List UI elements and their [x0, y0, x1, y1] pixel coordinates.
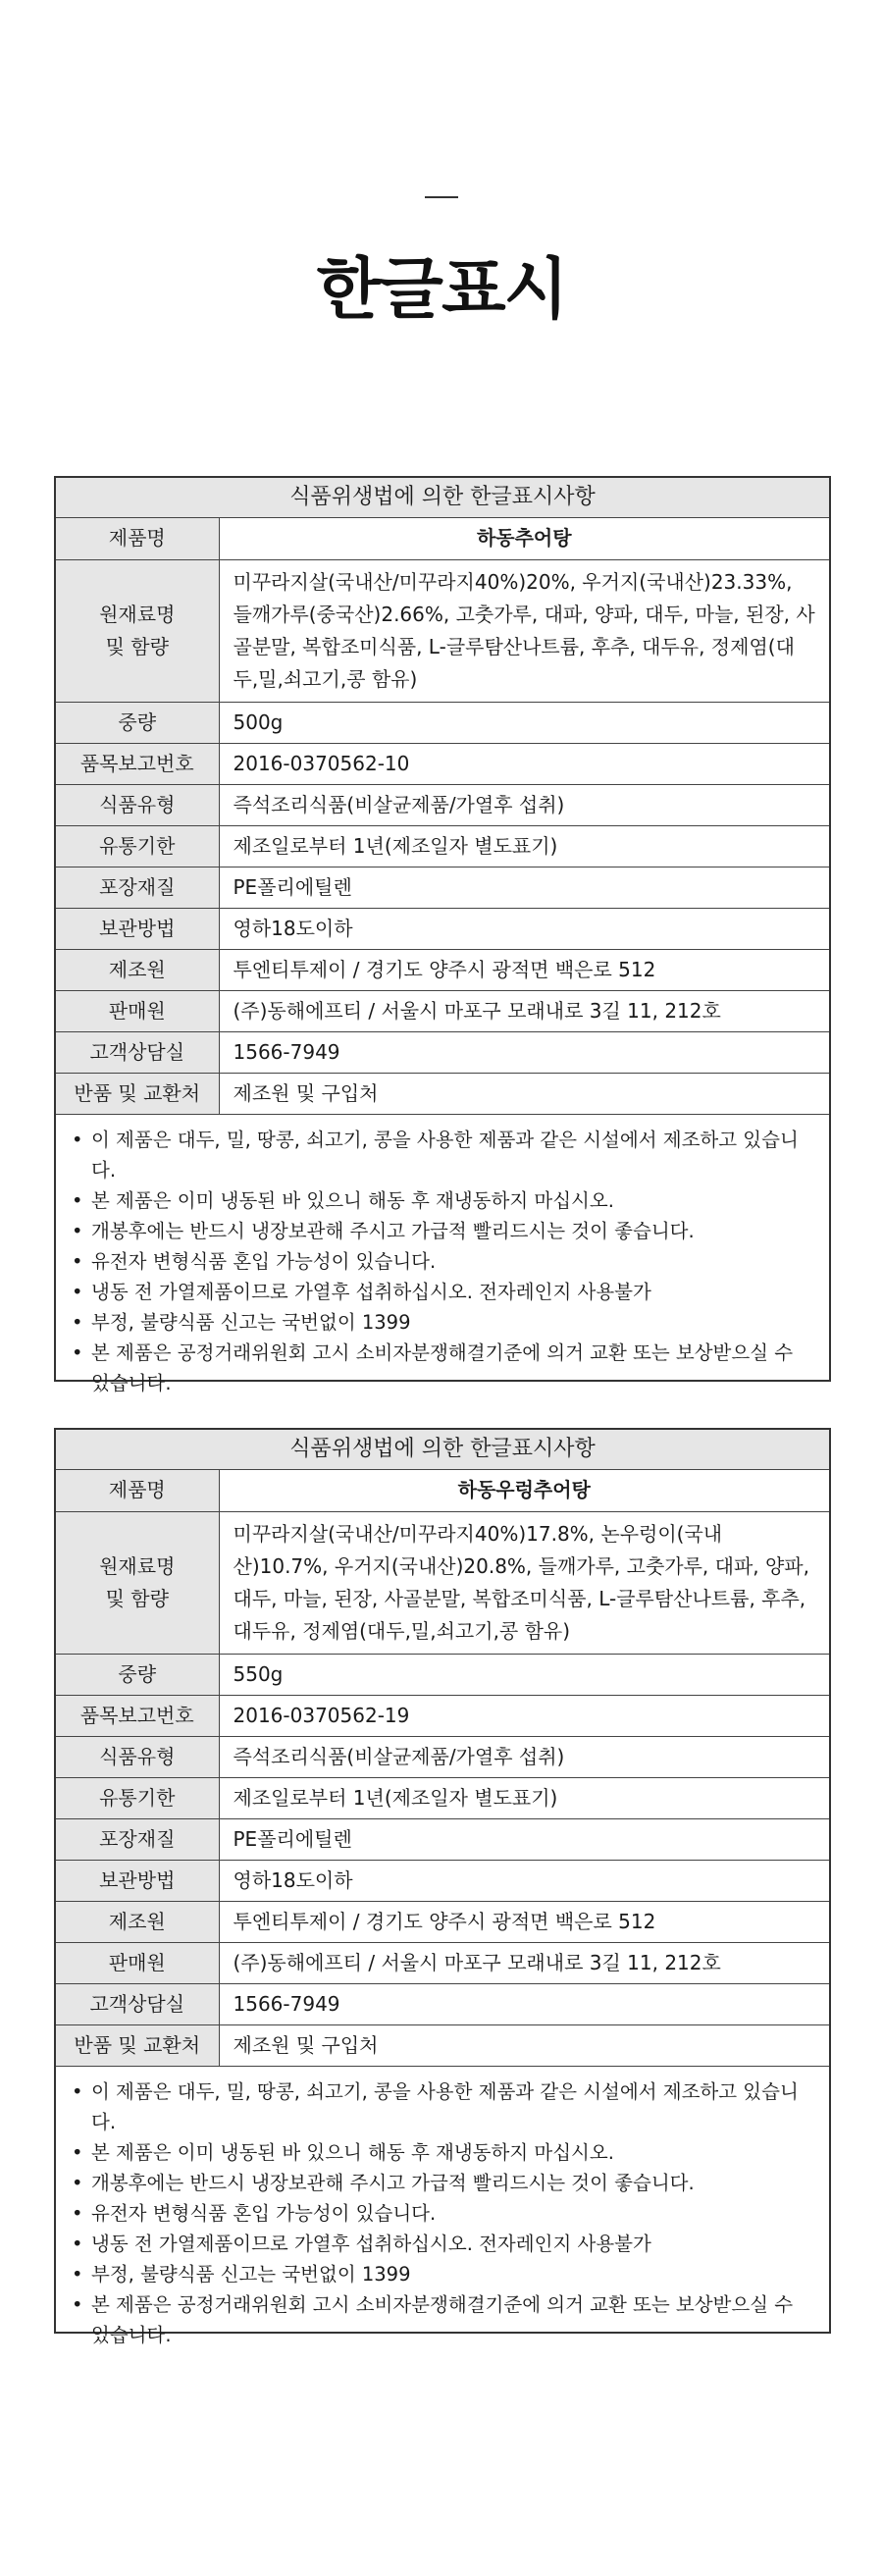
row-key: 제조원 — [56, 949, 219, 990]
row-key: 유통기한 — [56, 1777, 219, 1818]
row-value: 500g — [219, 702, 829, 743]
row-key: 원재료명 및 함량 — [56, 559, 219, 702]
info-table — [56, 518, 829, 1115]
info-table — [56, 1470, 829, 2067]
info-row — [56, 518, 829, 559]
note-item: • 이 제품은 대두, 밀, 땅콩, 쇠고기, 콩을 사용한 제품과 같은 시설에서 제조하고 있습니다. — [72, 2077, 815, 2137]
info-row — [56, 1511, 829, 1654]
note-item: • 본 제품은 이미 냉동된 바 있으니 해동 후 재냉동하지 마십시오. — [72, 1185, 815, 1216]
note-item: • 유전자 변형식품 혼입 가능성이 있습니다. — [72, 2198, 815, 2229]
row-value: 1566-7949 — [219, 1983, 829, 2024]
row-value: 투엔티투제이 / 경기도 양주시 광적면 백은로 512 — [219, 949, 829, 990]
info-row — [56, 1736, 829, 1777]
notes-list — [56, 1115, 829, 1408]
row-value: 제조원 및 구입처 — [219, 2024, 829, 2066]
info-row — [56, 784, 829, 825]
row-key: 유통기한 — [56, 825, 219, 867]
note-item: • 개봉후에는 반드시 냉장보관해 주시고 가급적 빨리드시는 것이 좋습니다. — [72, 1216, 815, 1246]
label-header: 식품위생법에 의한 한글표시사항 — [56, 478, 829, 518]
label-header: 식품위생법에 의한 한글표시사항 — [56, 1430, 829, 1470]
row-value: PE폴리에틸렌 — [219, 1818, 829, 1860]
row-key: 원재료명 및 함량 — [56, 1511, 219, 1654]
info-row — [56, 702, 829, 743]
note-item: • 개봉후에는 반드시 냉장보관해 주시고 가급적 빨리드시는 것이 좋습니다. — [72, 2168, 815, 2198]
info-row — [56, 2024, 829, 2066]
info-row — [56, 825, 829, 867]
row-key: 반품 및 교환처 — [56, 1073, 219, 1114]
note-item: • 유전자 변형식품 혼입 가능성이 있습니다. — [72, 1246, 815, 1277]
info-row — [56, 1860, 829, 1901]
note-item: • 냉동 전 가열제품이므로 가열후 섭취하십시오. 전자레인지 사용불가 — [72, 1277, 815, 1307]
label-box-2 — [54, 1428, 831, 2346]
product-name: 하동우렁추어탕 — [219, 1470, 829, 1511]
row-key: 품목보고번호 — [56, 1695, 219, 1736]
note-item: • 본 제품은 이미 냉동된 바 있으니 해동 후 재냉동하지 마십시오. — [72, 2137, 815, 2168]
info-row — [56, 1031, 829, 1073]
note-item: • 냉동 전 가열제품이므로 가열후 섭취하십시오. 전자레인지 사용불가 — [72, 2229, 815, 2259]
row-key: 보관방법 — [56, 908, 219, 949]
row-value: 제조원 및 구입처 — [219, 1073, 829, 1114]
row-key: 보관방법 — [56, 1860, 219, 1901]
row-value: 제조일로부터 1년(제조일자 별도표기) — [219, 825, 829, 867]
row-key: 제조원 — [56, 1901, 219, 1942]
row-key: 중량 — [56, 702, 219, 743]
row-key: 고객상담실 — [56, 1983, 219, 2024]
row-key: 제품명 — [56, 518, 219, 559]
row-value: 2016-0370562-19 — [219, 1695, 829, 1736]
row-key: 포장재질 — [56, 867, 219, 908]
row-key: 식품유형 — [56, 1736, 219, 1777]
row-key: 중량 — [56, 1654, 219, 1695]
info-row — [56, 1983, 829, 2024]
row-key: 고객상담실 — [56, 1031, 219, 1073]
row-value: 1566-7949 — [219, 1031, 829, 1073]
info-row — [56, 990, 829, 1031]
info-row — [56, 1654, 829, 1695]
row-value: 550g — [219, 1654, 829, 1695]
info-row — [56, 949, 829, 990]
info-row — [56, 1901, 829, 1942]
note-item: • 이 제품은 대두, 밀, 땅콩, 쇠고기, 콩을 사용한 제품과 같은 시설에서 제조하고 있습니다. — [72, 1125, 815, 1185]
note-item: • 부정, 불량식품 신고는 국번없이 1399 — [72, 2259, 815, 2289]
row-value: 투엔티투제이 / 경기도 양주시 광적면 백은로 512 — [219, 1901, 829, 1942]
title-divider — [425, 196, 458, 198]
row-key: 판매원 — [56, 1942, 219, 1983]
info-row — [56, 867, 829, 908]
note-item: • 본 제품은 공정거래위원회 고시 소비자분쟁해결기준에 의거 교환 또는 보상받으실 수 있습니다. — [72, 2289, 815, 2350]
page-title: 한글표시 — [316, 251, 567, 329]
note-item: • 본 제품은 공정거래위원회 고시 소비자분쟁해결기준에 의거 교환 또는 보상받으실 수 있습니다. — [72, 1338, 815, 1398]
info-row — [56, 1942, 829, 1983]
row-value: 즉석조리식품(비살균제품/가열후 섭취) — [219, 784, 829, 825]
row-value: (주)동해에프티 / 서울시 마포구 모래내로 3길 11, 212호 — [219, 1942, 829, 1983]
info-row — [56, 559, 829, 702]
product-name: 하동추어탕 — [219, 518, 829, 559]
label-box-1 — [54, 476, 831, 1394]
row-key: 포장재질 — [56, 1818, 219, 1860]
row-key: 판매원 — [56, 990, 219, 1031]
row-value: PE폴리에틸렌 — [219, 867, 829, 908]
row-value: (주)동해에프티 / 서울시 마포구 모래내로 3길 11, 212호 — [219, 990, 829, 1031]
info-row — [56, 1073, 829, 1114]
row-value: 영하18도이하 — [219, 1860, 829, 1901]
info-row — [56, 1695, 829, 1736]
info-row — [56, 1818, 829, 1860]
info-row — [56, 743, 829, 784]
row-key: 제품명 — [56, 1470, 219, 1511]
row-key: 식품유형 — [56, 784, 219, 825]
info-row — [56, 1470, 829, 1511]
row-value: 즉석조리식품(비살균제품/가열후 섭취) — [219, 1736, 829, 1777]
row-key: 반품 및 교환처 — [56, 2024, 219, 2066]
notes-list — [56, 2067, 829, 2360]
row-value: 영하18도이하 — [219, 908, 829, 949]
row-value: 제조일로부터 1년(제조일자 별도표기) — [219, 1777, 829, 1818]
note-item: • 부정, 불량식품 신고는 국번없이 1399 — [72, 1307, 815, 1338]
info-row — [56, 1777, 829, 1818]
info-row — [56, 908, 829, 949]
row-value: 2016-0370562-10 — [219, 743, 829, 784]
row-key: 품목보고번호 — [56, 743, 219, 784]
row-value: 미꾸라지살(국내산/미꾸라지40%)17.8%, 논우렁이(국내산)10.7%, 우거지(국내산)20.8%, 들깨가루, 고춧가루, 대파, 양파, 대두, 마늘, 된장, 사골분말, 복합조미식품, L-글루탐산나트륨, 후추, 대두유, 정제염(대두,밀,쇠고기,콩 함유) — [219, 1511, 829, 1654]
row-value: 미꾸라지살(국내산/미꾸라지40%)20%, 우거지(국내산)23.33%, 들깨가루(중국산)2.66%, 고춧가루, 대파, 양파, 대두, 마늘, 된장, 사골분말, 복합조미식품, L-글루탐산나트륨, 후추, 대두유, 정제염(대두,밀,쇠고기,콩 함유) — [219, 559, 829, 702]
